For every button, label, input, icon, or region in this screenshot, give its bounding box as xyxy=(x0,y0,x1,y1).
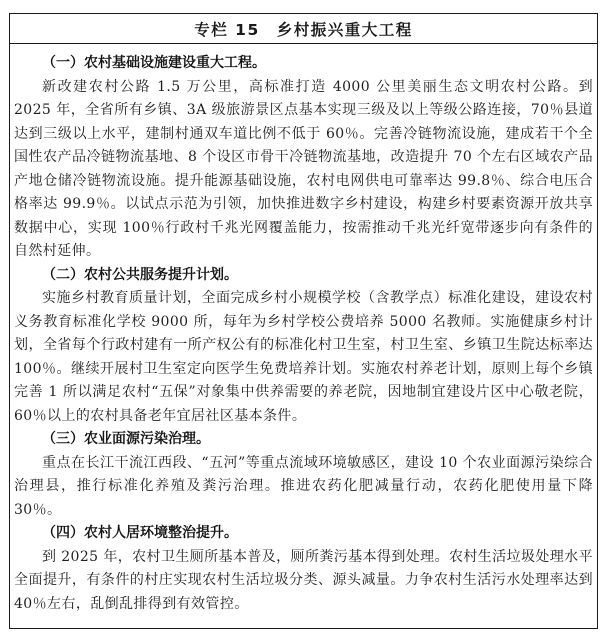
section-heading-4: （四）农村人居环境整治提升。 xyxy=(42,525,238,541)
panel-body xyxy=(10,44,597,622)
panel-header xyxy=(10,14,597,44)
section-heading-1: （一）农村基础设施建设重大工程。 xyxy=(42,55,266,71)
panel-title: 专栏 15 乡村振兴重大工程 xyxy=(194,20,413,39)
section-paragraph-2: 实施乡村教育质量计划，全面完成乡村小规模学校（含教学点）标准化建设，建设农村义务教育标准化学校 9000 所，每年为乡村学校公费培养 5000 名教师。实施健康乡村计划，全省每个行政村建有一所产权公有的标准化村卫生室，村卫生室、乡镇卫生院达标率达 100％。继续开展村卫生室定向医学生免费培养计划。实施农村养老计划，原则上每个乡镇完善 1 所以满足农村“五保”对象集中供养需要的养老院，因地制宜建设片区中心敬老院，60％以上的农村具备老年宜居社区基本条件。 xyxy=(14,290,593,424)
section-paragraph-1: 新改建农村公路 1.5 万公里，高标准打造 4000 公里美丽生态文明农村公路。到 2025 年，全省所有乡镇、3A 级旅游景区点基本实现三级及以上等级公路连接，70％县道达到三级以上水平，建制村通双车道比例不低于 60％。完善冷链物流设施，建成若干个全国性农产品冷链物流基地、8 个设区市骨干冷链物流基地，改造提升 70 个左右区域农产品产地仓储冷链物流设施。提升能源基础设施，农村电网供电可靠率达 99.8％、综合电压合格率达 99.9％。以试点示范为引领，加快推进数字乡村建设，构建乡村要素资源开放共享数据中心，实现 100％行政村千兆光网覆盖能力，按需推动千兆光纤宽带逐步向有条件的自然村延伸。 xyxy=(14,78,593,259)
section-heading-2: （二）农村公共服务提升计划。 xyxy=(42,266,238,283)
section-heading-3: （三）农业面源污染治理。 xyxy=(42,431,210,447)
section-paragraph-3: 重点在长江干流江西段、“五河”等重点流域环境敏感区，建设 10 个农业面源污染综合治理县，推行标准化养殖及粪污治理。推进农药化肥减量行动，农药化肥使用量下降 30％。 xyxy=(14,454,593,518)
special-column-box xyxy=(9,13,598,629)
section-paragraph-4: 到 2025 年，农村卫生厕所基本普及，厕所粪污基本得到处理。农村生活垃圾处理水平全面提升，有条件的村庄实现农村生活垃圾分类、源头减量。力争农村生活污水处理率达到 40％左右，乱倒乱排得到有效管控。 xyxy=(14,548,593,612)
